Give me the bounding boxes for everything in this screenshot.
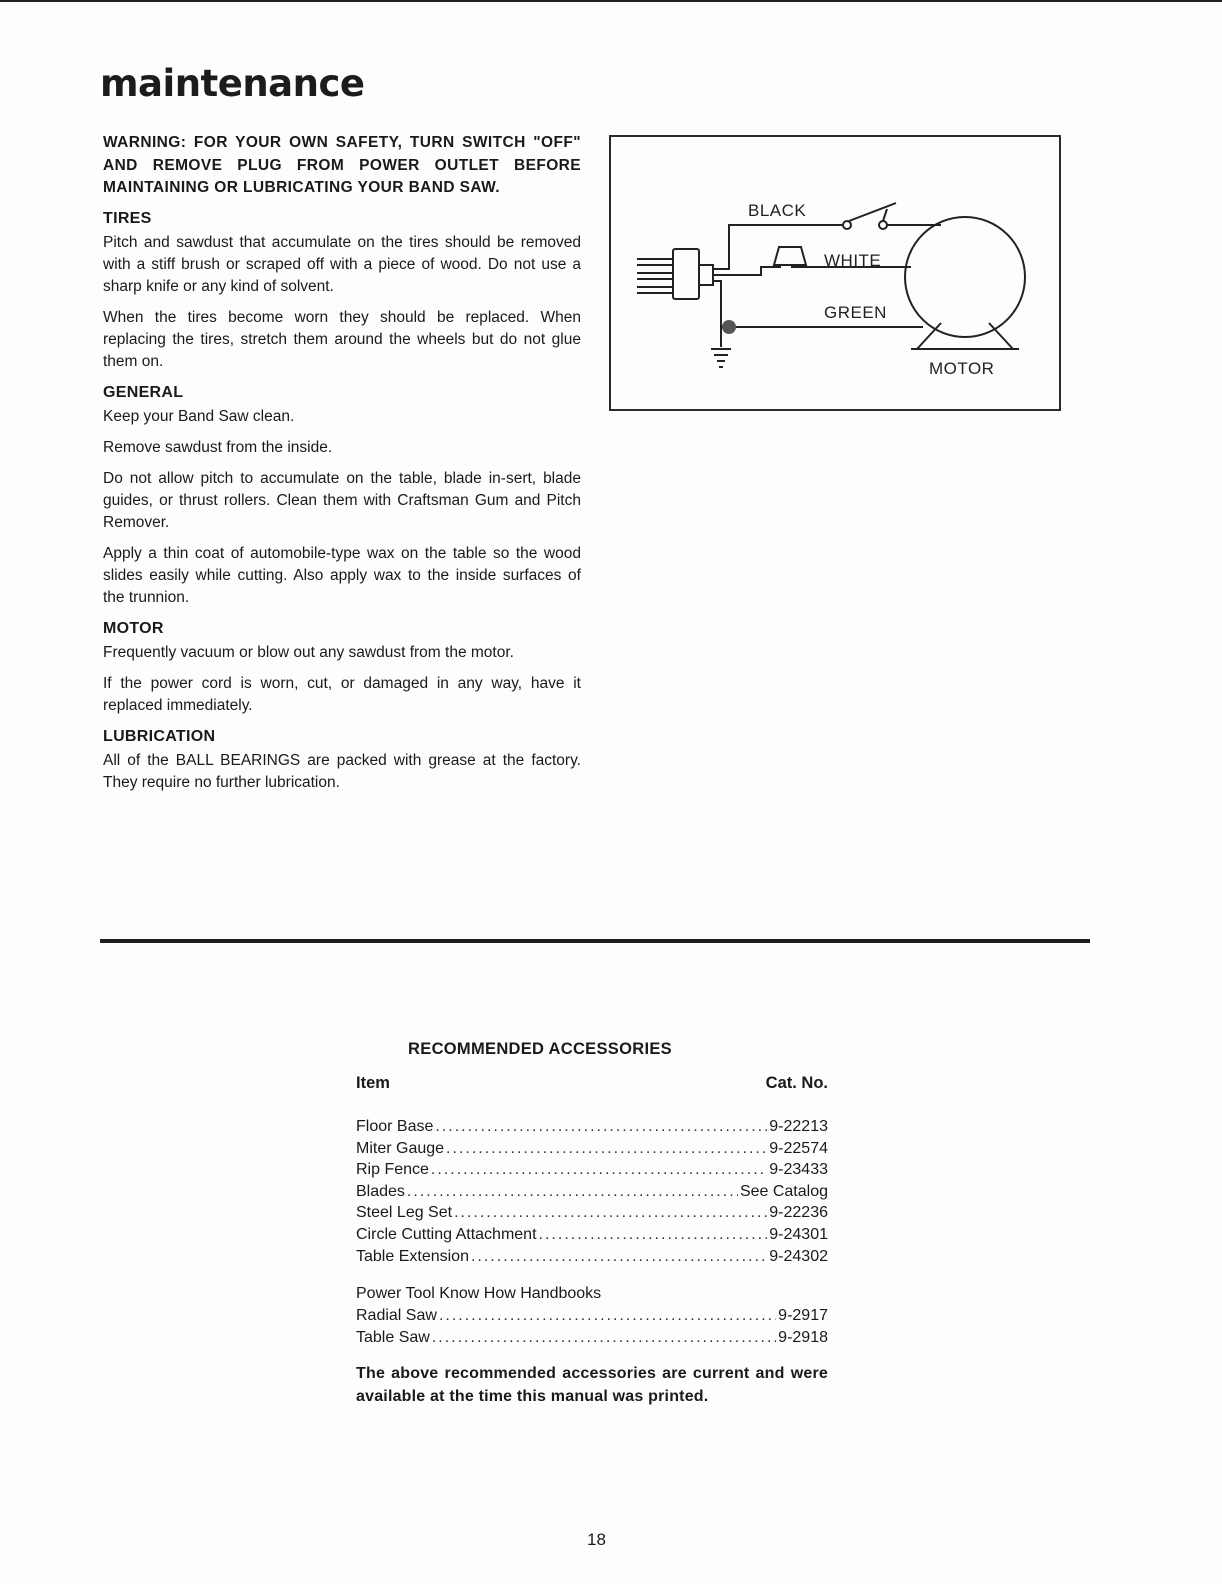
cat-no-column-header: Cat. No.	[765, 1074, 828, 1092]
dot-leader	[454, 1202, 767, 1224]
accessories-list-area	[356, 1074, 828, 1408]
page-title: maintenance	[100, 62, 365, 105]
white-wire-label: WHITE	[824, 251, 882, 270]
list-item	[356, 1116, 828, 1138]
accessory-cat-no: 9-22574	[769, 1139, 828, 1157]
general-paragraph-2: Remove sawdust from the inside.	[103, 438, 333, 456]
top-rule	[0, 0, 1222, 2]
accessory-cat-no: See Catalog	[739, 1182, 828, 1200]
motor-heading: MOTOR	[103, 619, 164, 637]
handbook-name: Table Saw	[356, 1328, 430, 1346]
list-item	[356, 1246, 828, 1268]
black-wire-label: BLACK	[748, 201, 807, 220]
list-item	[356, 1159, 828, 1181]
wiring-diagram-drawing	[611, 137, 1063, 413]
wiring-diagram	[609, 135, 1061, 411]
dot-leader	[439, 1305, 776, 1327]
accessory-cat-no: 9-22236	[769, 1204, 828, 1222]
accessories-note: The above recommended accessories are current and were available at the time this manual was printed.	[356, 1365, 828, 1406]
list-item	[356, 1202, 828, 1224]
accessory-name: Circle Cutting Attachment	[356, 1225, 537, 1243]
accessory-name: Rip Fence	[356, 1161, 429, 1179]
accessory-cat-no: 9-24301	[769, 1225, 828, 1243]
list-item	[356, 1327, 828, 1349]
accessory-cat-no: 9-24302	[769, 1247, 828, 1265]
list-item	[356, 1224, 828, 1246]
section-divider	[100, 939, 1090, 943]
list-item	[356, 1181, 828, 1203]
handbook-cat-no: 9-2917	[778, 1307, 828, 1325]
dot-leader	[446, 1138, 767, 1160]
tires-paragraph-2: When the tires become worn they should be replaced. When replacing the tires, stretch them around the wheels but do not glue them on.	[103, 308, 581, 370]
accessory-name: Miter Gauge	[356, 1139, 445, 1157]
accessory-cat-no: 9-22213	[769, 1118, 828, 1135]
lubrication-heading: LUBRICATION	[103, 727, 216, 745]
general-paragraph-3: Do not allow pitch to accumulate on the table, blade in-sert, blade guides, or thrust rollers. Clean them with Craftsman Gum and Pitch Remover.	[103, 469, 581, 531]
accessories-header	[356, 1074, 828, 1100]
accessories-title: RECOMMENDED ACCESSORIES	[408, 1040, 672, 1058]
accessory-name: Floor Base	[356, 1118, 434, 1135]
dot-leader	[539, 1224, 768, 1246]
accessory-cat-no: 9-23433	[769, 1161, 828, 1179]
dot-leader	[431, 1159, 767, 1181]
general-paragraph-4: Apply a thin coat of automobile-type wax on the table so the wood slides easily while cutting. Also apply wax to the inside surfaces of the trunnion.	[103, 544, 581, 606]
page-number: 18	[587, 1530, 606, 1549]
list-item	[356, 1305, 828, 1327]
dot-leader	[432, 1327, 776, 1349]
tires-paragraph-1: Pitch and sawdust that accumulate on the tires should be removed with a stiff brush or scraped off with a piece of wood. Do not use a sharp knife or any kind of solvent.	[103, 233, 581, 295]
lubrication-paragraph-1: All of the BALL BEARINGS are packed with grease at the factory. They require no further lubrication.	[103, 751, 581, 791]
motor-paragraph-2: If the power cord is worn, cut, or damaged in any way, have it replaced immediately.	[103, 674, 581, 714]
dot-leader	[435, 1116, 767, 1138]
dot-leader	[471, 1246, 767, 1268]
general-paragraph-1: Keep your Band Saw clean.	[103, 407, 295, 425]
accessories-list	[356, 1116, 828, 1267]
general-heading: GENERAL	[103, 383, 184, 401]
accessory-name: Blades	[356, 1182, 405, 1200]
maintenance-text-column	[103, 132, 581, 803]
motor-paragraph-1: Frequently vacuum or blow out any sawdust from the motor.	[103, 643, 514, 661]
accessory-name: Table Extension	[356, 1247, 469, 1265]
list-item	[356, 1138, 828, 1160]
handbook-name: Radial Saw	[356, 1307, 437, 1325]
safety-warning: WARNING: FOR YOUR OWN SAFETY, TURN SWITCH "OFF" AND REMOVE PLUG FROM POWER OUTLET BEFORE MAINTAINING OR LUBRICATING YOUR BAND SAW.	[103, 134, 581, 196]
handbooks-title: Power Tool Know How Handbooks	[356, 1285, 602, 1303]
handbook-cat-no: 9-2918	[778, 1328, 828, 1346]
tires-heading: TIRES	[103, 209, 152, 227]
motor-label: MOTOR	[929, 359, 995, 378]
dot-leader	[407, 1181, 738, 1203]
accessory-name: Steel Leg Set	[356, 1204, 453, 1222]
green-wire-label: GREEN	[824, 303, 887, 322]
item-column-header: Item	[356, 1074, 390, 1092]
